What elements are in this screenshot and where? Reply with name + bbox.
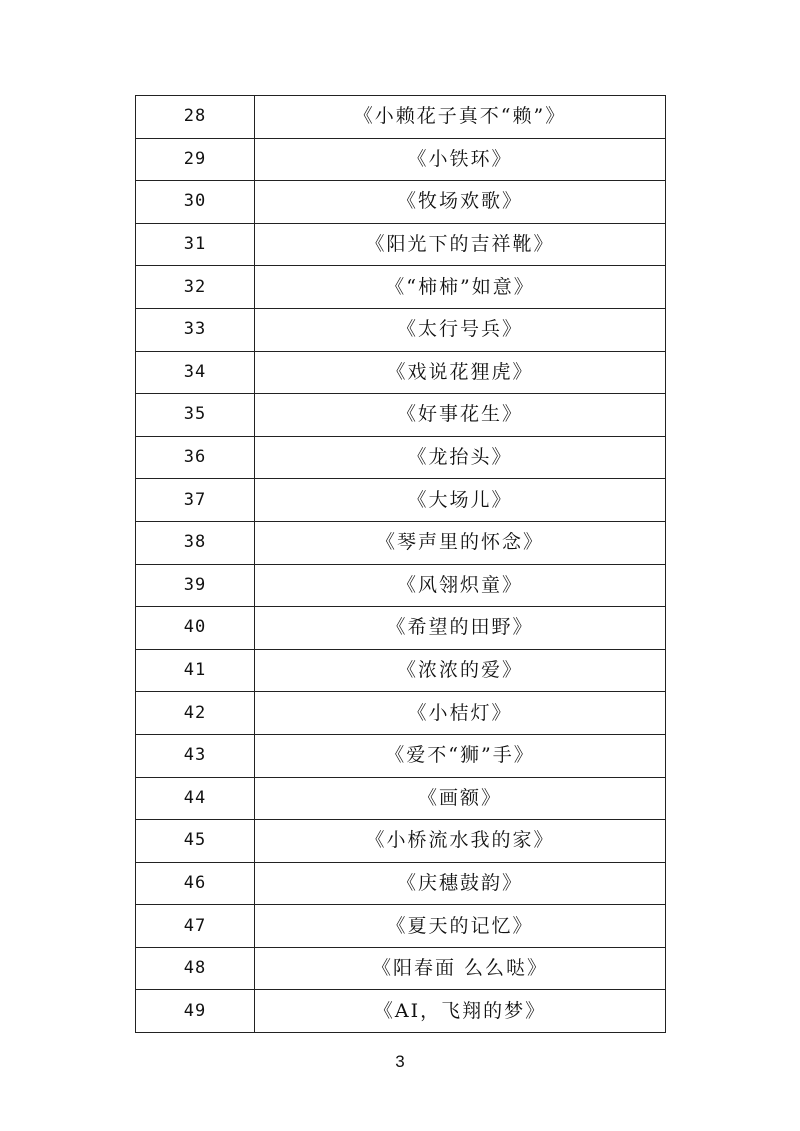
table-row	[136, 649, 666, 692]
table-row	[136, 777, 666, 820]
row-number-cell: 41	[136, 649, 255, 692]
table-row	[136, 96, 666, 139]
program-table-body	[136, 96, 666, 1033]
row-number-cell: 49	[136, 990, 255, 1033]
program-title-cell: 《爱不“狮”手》	[255, 734, 666, 777]
table-row	[136, 308, 666, 351]
row-number-cell: 32	[136, 266, 255, 309]
table-row	[136, 905, 666, 948]
table-row	[136, 223, 666, 266]
page-number: 3	[395, 1052, 405, 1071]
row-number-cell: 38	[136, 521, 255, 564]
table-row	[136, 692, 666, 735]
table-row	[136, 351, 666, 394]
program-title-cell: 《小铁环》	[255, 138, 666, 181]
program-title-cell: 《小桔灯》	[255, 692, 666, 735]
program-title-cell: 《希望的田野》	[255, 607, 666, 650]
program-title-cell: 《太行号兵》	[255, 308, 666, 351]
row-number-cell: 43	[136, 734, 255, 777]
row-number-cell: 36	[136, 436, 255, 479]
program-title-cell: 《琴声里的怀念》	[255, 521, 666, 564]
row-number-cell: 30	[136, 181, 255, 224]
program-title-cell: 《牧场欢歌》	[255, 181, 666, 224]
program-title-cell: 《风翎炽童》	[255, 564, 666, 607]
row-number-cell: 33	[136, 308, 255, 351]
table-row	[136, 734, 666, 777]
row-number-cell: 28	[136, 96, 255, 139]
row-number-cell: 42	[136, 692, 255, 735]
table-row	[136, 862, 666, 905]
table-row	[136, 521, 666, 564]
program-table	[135, 95, 666, 1033]
program-title-cell: 《大场儿》	[255, 479, 666, 522]
program-title-cell: 《画额》	[255, 777, 666, 820]
program-title-cell: 《夏天的记忆》	[255, 905, 666, 948]
table-row	[136, 607, 666, 650]
program-title-cell: 《阳春面 么么哒》	[255, 947, 666, 990]
program-title-cell: 《“柿柿”如意》	[255, 266, 666, 309]
table-row	[136, 479, 666, 522]
row-number-cell: 44	[136, 777, 255, 820]
row-number-cell: 37	[136, 479, 255, 522]
program-title-cell: 《AI，飞翔的梦》	[255, 990, 666, 1033]
program-title-cell: 《庆穗鼓韵》	[255, 862, 666, 905]
row-number-cell: 46	[136, 862, 255, 905]
table-row	[136, 436, 666, 479]
row-number-cell: 35	[136, 394, 255, 437]
table-row	[136, 564, 666, 607]
row-number-cell: 45	[136, 820, 255, 863]
table-row	[136, 181, 666, 224]
table-row	[136, 990, 666, 1033]
row-number-cell: 48	[136, 947, 255, 990]
table-row	[136, 820, 666, 863]
program-title-cell: 《小赖花子真不“赖”》	[255, 96, 666, 139]
table-row	[136, 266, 666, 309]
program-title-cell: 《浓浓的爱》	[255, 649, 666, 692]
table-row	[136, 138, 666, 181]
row-number-cell: 40	[136, 607, 255, 650]
table-row	[136, 947, 666, 990]
row-number-cell: 34	[136, 351, 255, 394]
program-title-cell: 《戏说花狸虎》	[255, 351, 666, 394]
program-title-cell: 《小桥流水我的家》	[255, 820, 666, 863]
program-title-cell: 《好事花生》	[255, 394, 666, 437]
row-number-cell: 31	[136, 223, 255, 266]
table-row	[136, 394, 666, 437]
program-title-cell: 《龙抬头》	[255, 436, 666, 479]
row-number-cell: 29	[136, 138, 255, 181]
row-number-cell: 47	[136, 905, 255, 948]
row-number-cell: 39	[136, 564, 255, 607]
program-title-cell: 《阳光下的吉祥靴》	[255, 223, 666, 266]
